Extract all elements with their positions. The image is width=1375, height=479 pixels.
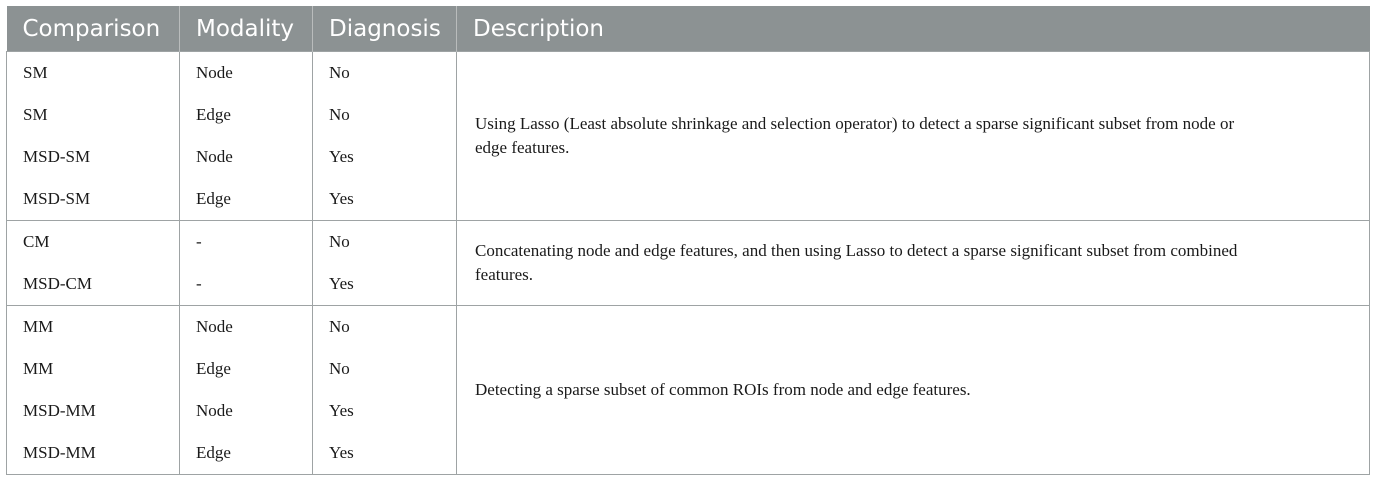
cell-description: Detecting a sparse subset of common ROIs from node and edge features. bbox=[457, 306, 1370, 475]
cell-comparison: SM bbox=[7, 52, 180, 95]
cell-comparison: MSD-MM bbox=[7, 432, 180, 475]
cell-description: Concatenating node and edge features, and then using Lasso to detect a sparse significant subset from combined features. bbox=[457, 221, 1370, 306]
cell-diagnosis: No bbox=[313, 52, 457, 95]
table-row bbox=[7, 221, 1370, 264]
table-row bbox=[7, 306, 1370, 349]
cell-comparison: MSD-SM bbox=[7, 178, 180, 221]
cell-diagnosis: No bbox=[313, 221, 457, 264]
comparison-table bbox=[6, 6, 1370, 475]
cell-diagnosis: Yes bbox=[313, 432, 457, 475]
cell-comparison: MM bbox=[7, 348, 180, 390]
cell-diagnosis: Yes bbox=[313, 263, 457, 306]
cell-diagnosis: Yes bbox=[313, 178, 457, 221]
header-comparison: Comparison bbox=[7, 6, 180, 52]
cell-diagnosis: No bbox=[313, 306, 457, 349]
cell-comparison: MSD-MM bbox=[7, 390, 180, 432]
cell-comparison: CM bbox=[7, 221, 180, 264]
cell-modality: Node bbox=[180, 306, 313, 349]
cell-modality: Node bbox=[180, 52, 313, 95]
cell-diagnosis: No bbox=[313, 94, 457, 136]
cell-comparison: SM bbox=[7, 94, 180, 136]
cell-modality: Node bbox=[180, 390, 313, 432]
cell-comparison: MSD-SM bbox=[7, 136, 180, 178]
cell-diagnosis: Yes bbox=[313, 390, 457, 432]
cell-modality: Edge bbox=[180, 348, 313, 390]
cell-diagnosis: Yes bbox=[313, 136, 457, 178]
cell-modality: Edge bbox=[180, 178, 313, 221]
cell-modality: - bbox=[180, 221, 313, 264]
header-description: Description bbox=[457, 6, 1370, 52]
comparison-table-container bbox=[6, 6, 1369, 475]
header-diagnosis: Diagnosis bbox=[313, 6, 457, 52]
table-header-row bbox=[7, 6, 1370, 52]
cell-modality: Edge bbox=[180, 432, 313, 475]
header-modality: Modality bbox=[180, 6, 313, 52]
cell-modality: Node bbox=[180, 136, 313, 178]
cell-modality: Edge bbox=[180, 94, 313, 136]
cell-description: Using Lasso (Least absolute shrinkage and selection operator) to detect a sparse significant subset from node or edge features. bbox=[457, 52, 1370, 221]
cell-comparison: MSD-CM bbox=[7, 263, 180, 306]
cell-modality: - bbox=[180, 263, 313, 306]
cell-diagnosis: No bbox=[313, 348, 457, 390]
table-row bbox=[7, 52, 1370, 95]
cell-comparison: MM bbox=[7, 306, 180, 349]
